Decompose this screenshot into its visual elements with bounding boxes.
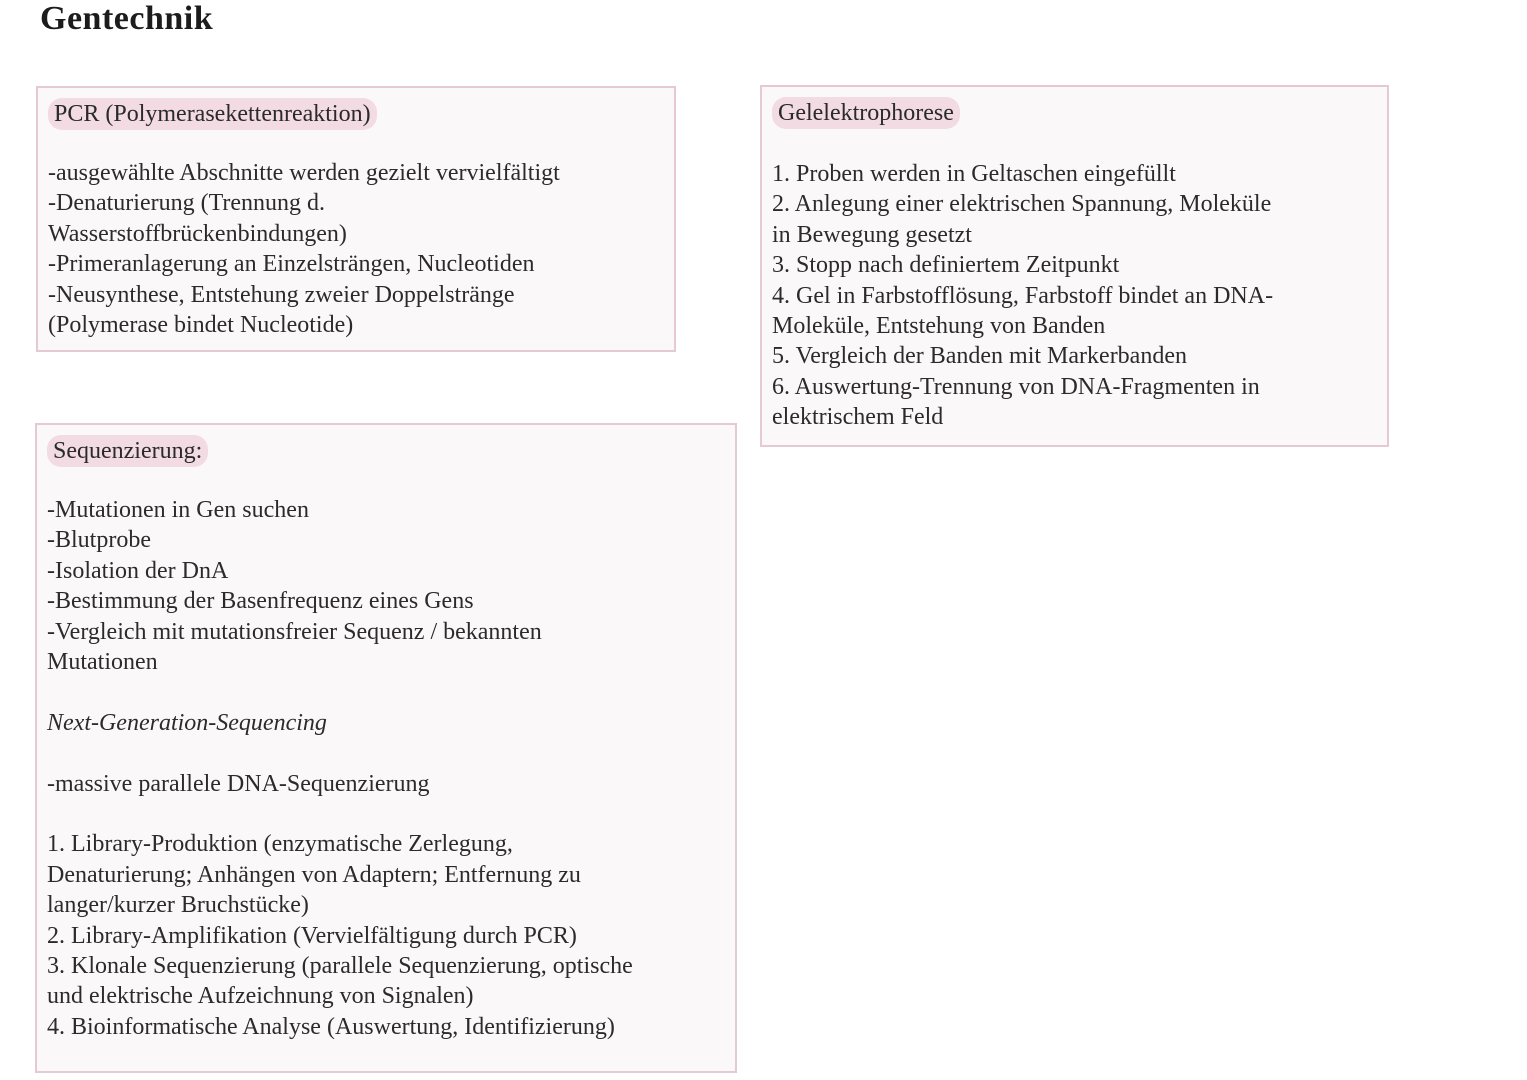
seq-intro-line: Mutationen xyxy=(47,649,158,676)
pcr-line: -Primeranlagerung an Einzelsträngen, Nucleotiden xyxy=(48,251,535,278)
seq-intro-line: -Mutationen in Gen suchen xyxy=(47,497,309,523)
gel-heading: Gelelektrophorese xyxy=(772,97,960,129)
page-title: Gentechnik xyxy=(40,0,214,37)
gel-line: Moleküle, Entstehung von Banden xyxy=(772,313,1106,340)
gel-line: 2. Anlegung einer elektrischen Spannung, Moleküle xyxy=(772,191,1272,218)
gel-card xyxy=(760,85,1389,447)
pcr-card xyxy=(36,86,676,352)
gel-line: 1. Proben werden in Geltaschen eingefüllt xyxy=(772,161,1176,187)
spacer xyxy=(47,799,725,829)
gel-line: 6. Auswertung-Trennung von DNA-Fragmenten in xyxy=(772,373,1260,400)
ngs-step-line: 2. Library-Amplifikation (Vervielfältigung durch PCR) xyxy=(47,922,577,949)
seq-heading: Sequenzierung: xyxy=(47,435,208,467)
ngs-step-line: und elektrische Aufzeichnung von Signalen) xyxy=(47,983,474,1010)
ngs-summary: -massive parallele DNA-Sequenzierung xyxy=(47,770,430,797)
ngs-step-line: langer/kurzer Bruchstücke) xyxy=(47,892,309,919)
gel-line: in Bewegung gesetzt xyxy=(772,221,972,248)
gel-line: 4. Gel in Farbstofflösung, Farbstoff bindet an DNA- xyxy=(772,282,1274,309)
seq-intro-line: -Blutprobe xyxy=(47,527,151,554)
gel-line: 3. Stopp nach definiertem Zeitpunkt xyxy=(772,252,1120,279)
spacer xyxy=(47,738,725,768)
pcr-body xyxy=(48,158,664,340)
seq-card xyxy=(35,423,737,1073)
pcr-line: Wasserstoffbrückenbindungen) xyxy=(48,220,347,247)
ngs-step-line: 3. Klonale Sequenzierung (parallele Sequenzierung, optische xyxy=(47,953,633,980)
pcr-line: (Polymerase bindet Nucleotide) xyxy=(48,312,354,339)
seq-intro-line: -Vergleich mit mutationsfreier Sequenz / bekannten xyxy=(47,618,542,645)
seq-intro-line: -Isolation der DnA xyxy=(47,557,229,584)
ngs-title: Next-Generation-Sequencing xyxy=(47,709,327,736)
pcr-line: -Denaturierung (Trennung d. xyxy=(48,190,326,217)
pcr-line: -ausgewählte Abschnitte werden gezielt vervielfältigt xyxy=(48,160,560,186)
pcr-heading: PCR (Polymerasekettenreaktion) xyxy=(48,98,377,130)
gel-line: elektrischem Feld xyxy=(772,404,944,431)
ngs-step-line: 4. Bioinformatische Analyse (Auswertung, Identifizierung) xyxy=(47,1013,615,1040)
seq-intro-line: -Bestimmung der Basenfrequenz eines Gens xyxy=(47,588,474,615)
ngs-step-line: Denaturierung; Anhängen von Adaptern; Entfernung zu xyxy=(47,861,581,888)
gel-body xyxy=(772,159,1377,433)
spacer xyxy=(47,677,725,707)
gel-line: 5. Vergleich der Banden mit Markerbanden xyxy=(772,343,1187,370)
seq-body xyxy=(47,495,725,1042)
ngs-step-line: 1. Library-Produktion (enzymatische Zerlegung, xyxy=(47,831,513,858)
pcr-line: -Neusynthese, Entstehung zweier Doppelstränge xyxy=(48,281,515,308)
